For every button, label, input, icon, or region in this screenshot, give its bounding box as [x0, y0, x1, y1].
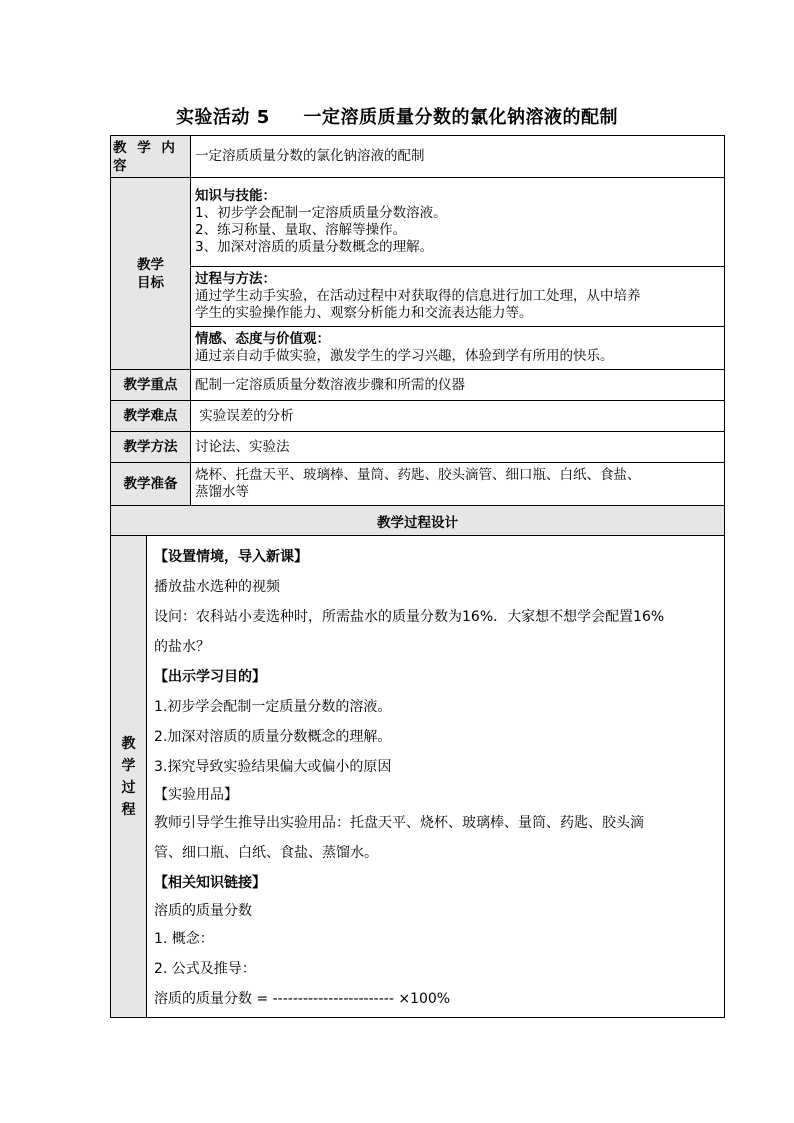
goals-emotion	[191, 327, 725, 370]
process-line: 播放盐水选种的视频	[154, 579, 280, 595]
label-method: 教学方法	[111, 432, 191, 463]
process-line: 【相关知识链接】	[154, 875, 266, 891]
process-line: 1. 概念：	[154, 931, 214, 947]
label-key-point: 教学重点	[111, 370, 191, 401]
process-line: 教师引导学生推导出实验用品：托盘天平、烧杯、玻璃棒、量筒、药匙、胶头滴	[154, 815, 644, 831]
row-preparation	[111, 463, 725, 506]
value-preparation	[191, 463, 725, 506]
preparation-line-1: 烧杯、托盘天平、玻璃棒、量筒、药匙、胶头滴管、细口瓶、白纸、食盐、	[195, 467, 641, 483]
value-method: 讨论法、实验法	[191, 432, 725, 463]
goals-process	[191, 267, 725, 327]
row-goals-process	[111, 267, 725, 327]
process-line: 【出示学习目的】	[154, 669, 266, 685]
process-line-2: 学生的实验操作能力、观察分析能力和交流表达能力等。	[195, 305, 533, 321]
process-design-header: 教学过程设计	[111, 506, 725, 536]
process-label-char-2: 学	[121, 757, 136, 774]
process-line: 2.加深对溶质的质量分数概念的理解。	[154, 729, 392, 745]
row-process-design	[111, 506, 725, 536]
value-content: 一定溶质质量分数的氯化钠溶液的配制	[191, 136, 725, 178]
row-content	[111, 136, 725, 178]
preparation-line-2: 蒸馏水等	[195, 484, 249, 500]
process-line: 【设置情境，导入新课】	[154, 549, 308, 565]
process-line: 设问：农科站小麦选种时，所需盐水的质量分数为16%．大家想不想学会配置16%	[154, 609, 665, 625]
process-label-char-1: 教	[121, 735, 136, 752]
row-method	[111, 432, 725, 463]
process-label-char-3: 过	[121, 779, 136, 796]
label-goals-line1: 教学	[137, 256, 164, 273]
label-preparation: 教学准备	[111, 463, 191, 506]
emotion-heading: 情感、态度与价值观：	[195, 331, 330, 347]
goals-knowledge	[191, 178, 725, 267]
row-goals-knowledge	[111, 178, 725, 267]
value-key-point: 配制一定溶质质量分数溶液步骤和所需的仪器	[191, 370, 725, 401]
process-label-char-4: 程	[121, 801, 136, 818]
label-content: 教 学 内容	[111, 136, 191, 178]
knowledge-heading: 知识与技能：	[195, 188, 276, 204]
process-content	[147, 536, 725, 1018]
process-line: 管、细口瓶、白纸、食盐、蒸馏水。	[154, 845, 378, 861]
value-difficulty: 实验误差的分析	[191, 401, 725, 432]
knowledge-item-3: 3、加深对溶质的质量分数概念的理解。	[195, 239, 434, 255]
process-line: 1.初步学会配制一定质量分数的溶液。	[154, 699, 392, 715]
label-goals	[111, 178, 191, 370]
process-line: 的盐水？	[154, 639, 210, 655]
process-line: 2. 公式及推导：	[154, 961, 256, 977]
process-line: 【实验用品】	[154, 787, 238, 803]
row-difficulty	[111, 401, 725, 432]
process-line-1: 通过学生动手实验，在活动过程中对获取得的信息进行加工处理，从中培养	[195, 288, 641, 304]
process-line: 溶质的质量分数	[154, 903, 252, 919]
row-process	[111, 536, 725, 1018]
page-title: 实验活动 5 一定溶质质量分数的氯化钠溶液的配制	[175, 107, 619, 128]
knowledge-item-1: 1、初步学会配制一定溶质质量分数溶液。	[195, 205, 447, 221]
process-vertical-label	[111, 536, 147, 1018]
knowledge-item-2: 2、练习称量、量取、溶解等操作。	[195, 222, 407, 238]
label-goals-line2: 目标	[137, 274, 164, 291]
emotion-text: 通过亲自动手做实验，激发学生的学习兴趣，体验到学有所用的快乐。	[195, 348, 614, 364]
row-key-point	[111, 370, 725, 401]
process-heading: 过程与方法：	[195, 271, 276, 287]
label-difficulty: 教学难点	[111, 401, 191, 432]
process-line: 3.探究导致实验结果偏大或偏小的原因	[154, 759, 392, 775]
lesson-plan-table	[110, 135, 725, 1018]
row-goals-emotion	[111, 327, 725, 370]
formula-line: 溶质的质量分数 = ------------------------ ×100%	[154, 991, 451, 1007]
